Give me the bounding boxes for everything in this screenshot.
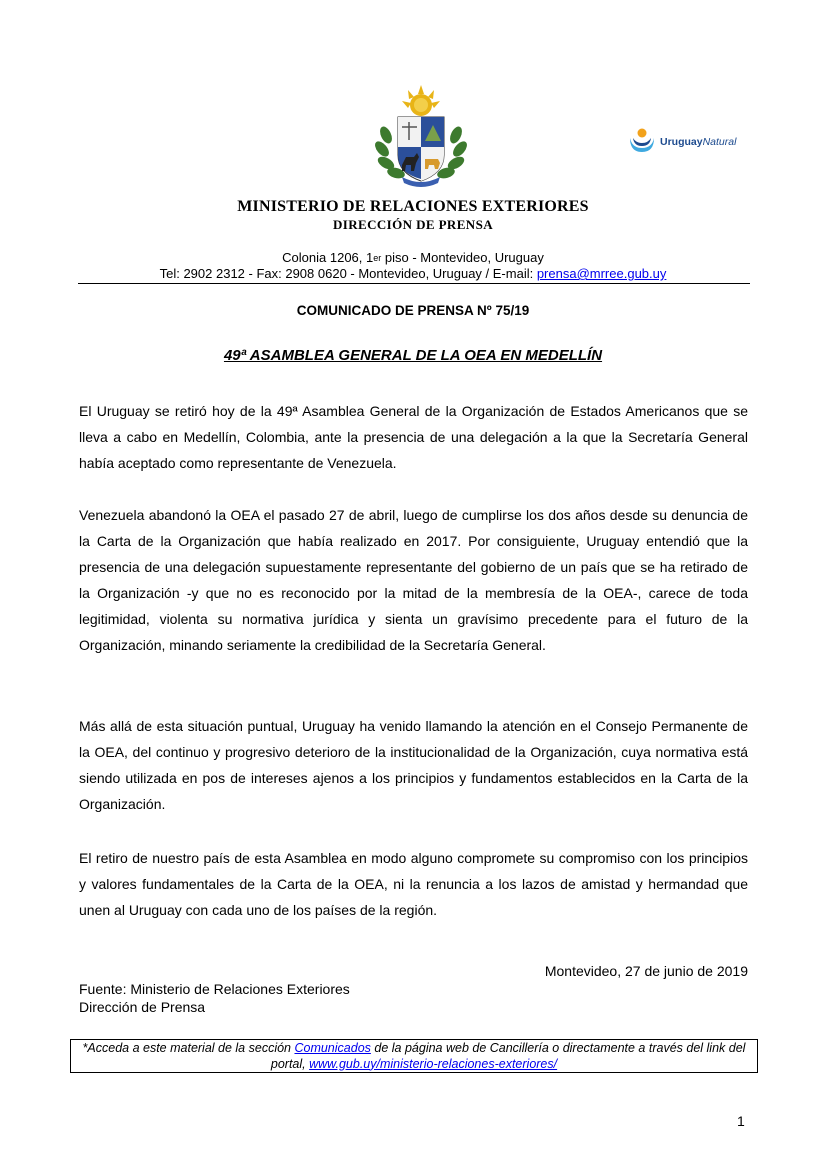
release-title: 49ª ASAMBLEA GENERAL DE LA OEA EN MEDELLÍN bbox=[223, 347, 603, 364]
brand-name-italic: Natural bbox=[702, 136, 737, 148]
note-text-mid: de la página web de Cancillería o directamente a través del link del portal, bbox=[270, 1041, 746, 1071]
contact-text: Tel: 2902 2312 - Fax: 2908 0620 - Montevideo, Uruguay / E-mail: bbox=[159, 266, 537, 281]
ministry-title: MINISTERIO DE RELACIONES EXTERIORES bbox=[237, 198, 589, 215]
brand-name-bold: Uruguay bbox=[660, 136, 703, 148]
body-paragraph-3: Más allá de esta situación puntual, Uruguay ha venido llamando la atención en el Consejo Permanente de la OEA, del continuo y progresivo deterioro de la institucionalidad de la Organización, cuya normativa está siendo utilizada en pos de intereses ajenos a los principios y fundamentos establecidos en la Carta de la Organización. bbox=[79, 718, 748, 812]
portal-link[interactable]: www.gub.uy/ministerio-relaciones-exteriores/ bbox=[309, 1056, 558, 1071]
page-number: 1 bbox=[737, 1113, 745, 1129]
body-paragraph-1: El Uruguay se retiró hoy de la 49ª Asamblea General de la Organización de Estados Americanos que se lleva a cabo en Medellín, Colombia, ante la presencia de una delegación a la que la Secretaría General había aceptado como representante de Venezuela. bbox=[79, 403, 748, 471]
note-text: *Acceda a este material de la sección bbox=[82, 1041, 295, 1055]
brand-name bbox=[660, 136, 736, 148]
source-line-2: Dirección de Prensa bbox=[79, 999, 206, 1015]
source-line-1: Fuente: Ministerio de Relaciones Exteriores bbox=[79, 981, 350, 997]
release-date: Montevideo, 27 de junio de 2019 bbox=[544, 963, 748, 979]
coat-of-arms-icon bbox=[372, 85, 470, 188]
address-line bbox=[0, 250, 826, 265]
comunicados-link[interactable]: Comunicados bbox=[294, 1041, 371, 1055]
address-superscript: er bbox=[373, 253, 382, 263]
email-link[interactable]: prensa@mrree.gub.uy bbox=[536, 266, 667, 281]
address-text: Colonia 1206, 1 bbox=[282, 250, 374, 265]
uruguay-natural-logo bbox=[626, 126, 746, 156]
department-title: DIRECCIÓN DE PRENSA bbox=[332, 217, 493, 232]
contact-line bbox=[0, 266, 826, 281]
uruguay-natural-logo-icon bbox=[626, 126, 658, 156]
header-divider bbox=[78, 283, 750, 284]
access-note bbox=[71, 1041, 757, 1072]
address-text-end: piso - Montevideo, Uruguay bbox=[381, 250, 544, 265]
body-paragraph-2: Venezuela abandonó la OEA el pasado 27 de abril, luego de cumplirse los dos años desde su denuncia de la Carta de la Organización que había realizado en 2017. Por consiguiente, Uruguay entendió que la presencia de una delegación supuestamente representante del gobierno de un país que se ha retirado de la Organización -y que no es reconocido por la mitad de la membresía de la OEA-, carece de toda legitimidad, violenta su normativa jurídica y sienta un gravísimo precedente para el futuro de la Organización, minando seriamente la credibilidad de la Secretaría General. bbox=[79, 507, 748, 653]
access-note-box bbox=[70, 1039, 758, 1073]
press-release-number: COMUNICADO DE PRENSA Nº 75/19 bbox=[296, 303, 530, 318]
body-paragraph-4: El retiro de nuestro país de esta Asamblea en modo alguno compromete su compromiso con los principios y valores fundamentales de la Carta de la OEA, ni la renuncia a los lazos de amistad y hermandad que unen al Uruguay con cada uno de los países de la región. bbox=[79, 850, 748, 918]
